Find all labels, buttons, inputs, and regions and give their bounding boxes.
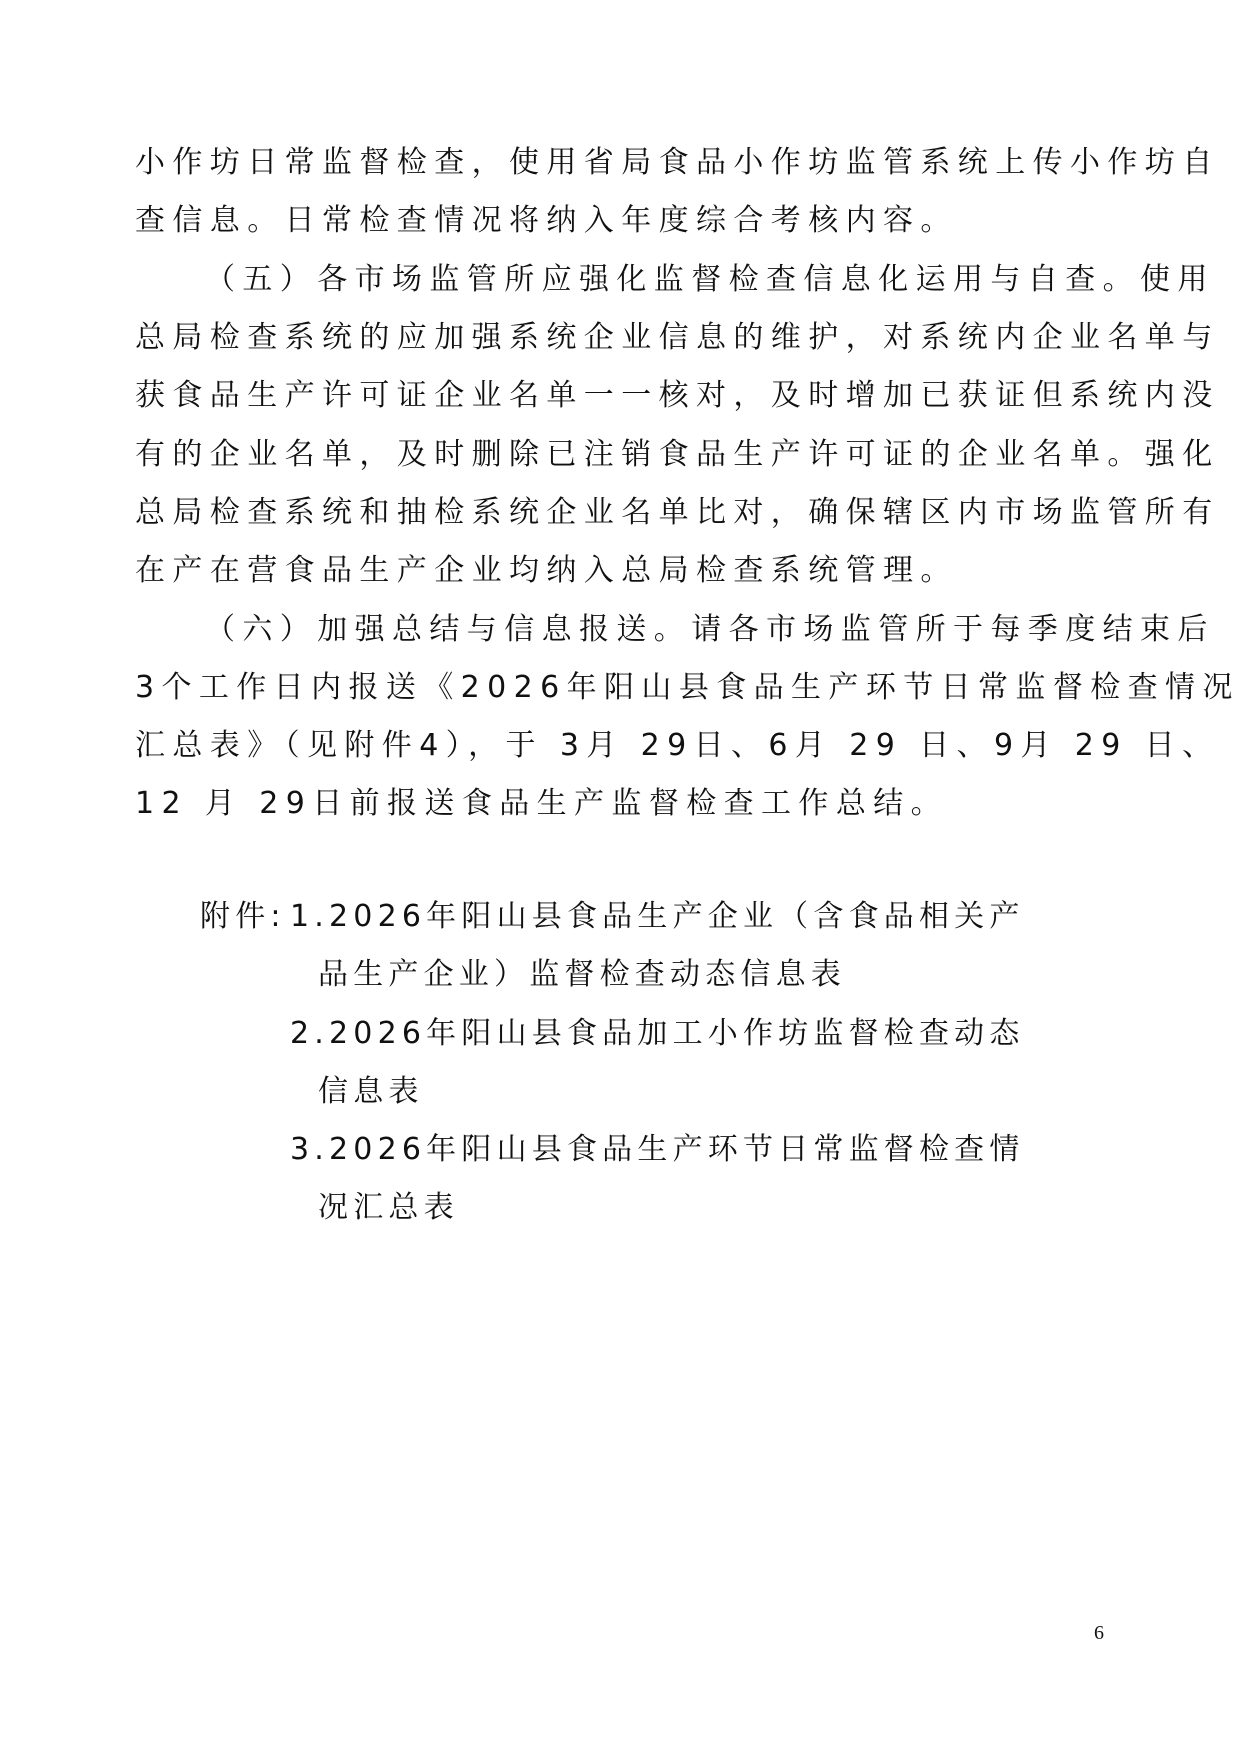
attachment-item-2-line1: 2.2026年阳山县食品加工小作坊监督检查动态	[290, 1016, 1025, 1051]
paragraph-line: 3个工作日内报送《2026年阳山县食品生产环节日常监督检查情况	[135, 670, 1240, 705]
page-number: 6	[1094, 1622, 1104, 1644]
paragraph-line: （五）各市场监管所应强化监督检查信息化运用与自查。使用	[205, 262, 1215, 297]
paragraph-line: 12 月 29日前报送食品生产监督检查工作总结。	[135, 786, 949, 821]
attachment-item-2-line2: 信息表	[318, 1074, 424, 1109]
attachment-item-3-line2: 况汇总表	[318, 1190, 459, 1225]
paragraph-line: 总局检查系统的应加强系统企业信息的维护，对系统内企业名单与	[135, 320, 1220, 355]
attachment-item-3-line1: 3.2026年阳山县食品生产环节日常监督检查情	[290, 1132, 1025, 1167]
paragraph-line: 汇总表》（见附件4），于 3月 29日、6月 29 日、9月 29 日、	[135, 728, 1220, 763]
attachment-item-1-line2: 品生产企业）监督检查动态信息表	[318, 957, 846, 992]
paragraph-line: 小作坊日常监督检查，使用省局食品小作坊监管系统上传小作坊自	[135, 145, 1220, 180]
attachments-label: 附件:	[200, 899, 286, 934]
paragraph-line: 查信息。日常检查情况将纳入年度综合考核内容。	[135, 203, 958, 238]
paragraph-line: 总局检查系统和抽检系统企业名单比对，确保辖区内市场监管所有	[135, 495, 1220, 530]
paragraph-line: （六）加强总结与信息报送。请各市场监管所于每季度结束后	[205, 612, 1215, 647]
paragraph-line: 有的企业名单，及时删除已注销食品生产许可证的企业名单。强化	[135, 437, 1220, 472]
paragraph-line: 在产在营食品生产企业均纳入总局检查系统管理。	[135, 553, 958, 588]
attachment-item-1-line1: 1.2026年阳山县食品生产企业（含食品相关产	[290, 899, 1025, 934]
paragraph-line: 获食品生产许可证企业名单一一核对，及时增加已获证但系统内没	[135, 378, 1220, 413]
